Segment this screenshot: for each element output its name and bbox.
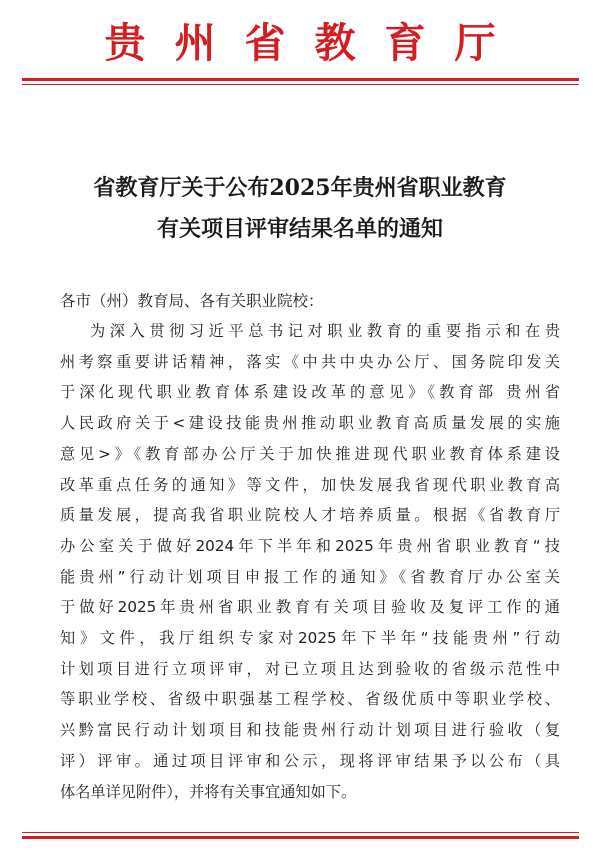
body-line: 办公室关于做好2024年下半年和2025年贵州省职业教育“技	[60, 536, 560, 555]
body-line: 质量发展，提高我省职业院校人才培养质量。根据《省教育厅	[60, 506, 560, 525]
masthead-rule-thick	[22, 78, 579, 81]
body-line: 于深化现代职业教育体系建设改革的意见》《教育部 贵州省	[60, 383, 560, 402]
body-line: 等职业学校、省级中职强基工程学校、省级优质中等职业学校、	[60, 690, 560, 709]
body-line: 于做好2025年贵州省职业教育有关项目验收及复评工作的通	[60, 598, 560, 617]
body-line: 人民政府关于<建设技能贵州推动职业教育高质量发展的实施	[60, 414, 560, 433]
body-line: 知》文件，我厅组织专家对2025年下半年“技能贵州”行动	[60, 629, 560, 648]
body-line: 意见>》《教育部办公厅关于加快推进现代职业教育体系建设	[60, 444, 560, 463]
footer-rule-thick	[22, 836, 579, 839]
footer-rule-thin	[22, 832, 579, 833]
salutation: 各市（州）教育局、各有关职业院校：	[60, 292, 324, 310]
body-line: 为深入贯彻习近平总书记对职业教育的重要指示和在贵	[90, 322, 560, 340]
body-line: 体名单详见附件），并将有关事宜通知如下。	[60, 782, 357, 801]
body-line: 能贵州”行动计划项目申报工作的通知》《省教育厅办公室关	[60, 567, 560, 586]
body-line: 评）评审。通过项目评审和公示，现将评审结果予以公布（具	[60, 751, 560, 770]
body-line: 州考察重要讲话精神，落实《中共中央办公厅、国务院印发关	[60, 352, 560, 371]
document-title-line: 省教育厅关于公布2025年贵州省职业教育	[93, 175, 507, 201]
body-line: 计划项目进行立项评审，对已立项且达到验收的省级示范性中	[60, 659, 560, 678]
body-line: 兴黔富民行动计划项目和技能贵州行动计划项目进行验收（复	[60, 721, 560, 740]
document-title-line: 有关项目评审结果名单的通知	[156, 216, 443, 242]
document-title	[30, 168, 570, 250]
masthead-rule-thin	[22, 84, 579, 85]
masthead-title: 贵州省教育厅	[104, 19, 525, 67]
body-line: 改革重点任务的通知》等文件，加快发展我省现代职业教育高	[60, 475, 560, 494]
body-paragraph	[60, 316, 560, 807]
